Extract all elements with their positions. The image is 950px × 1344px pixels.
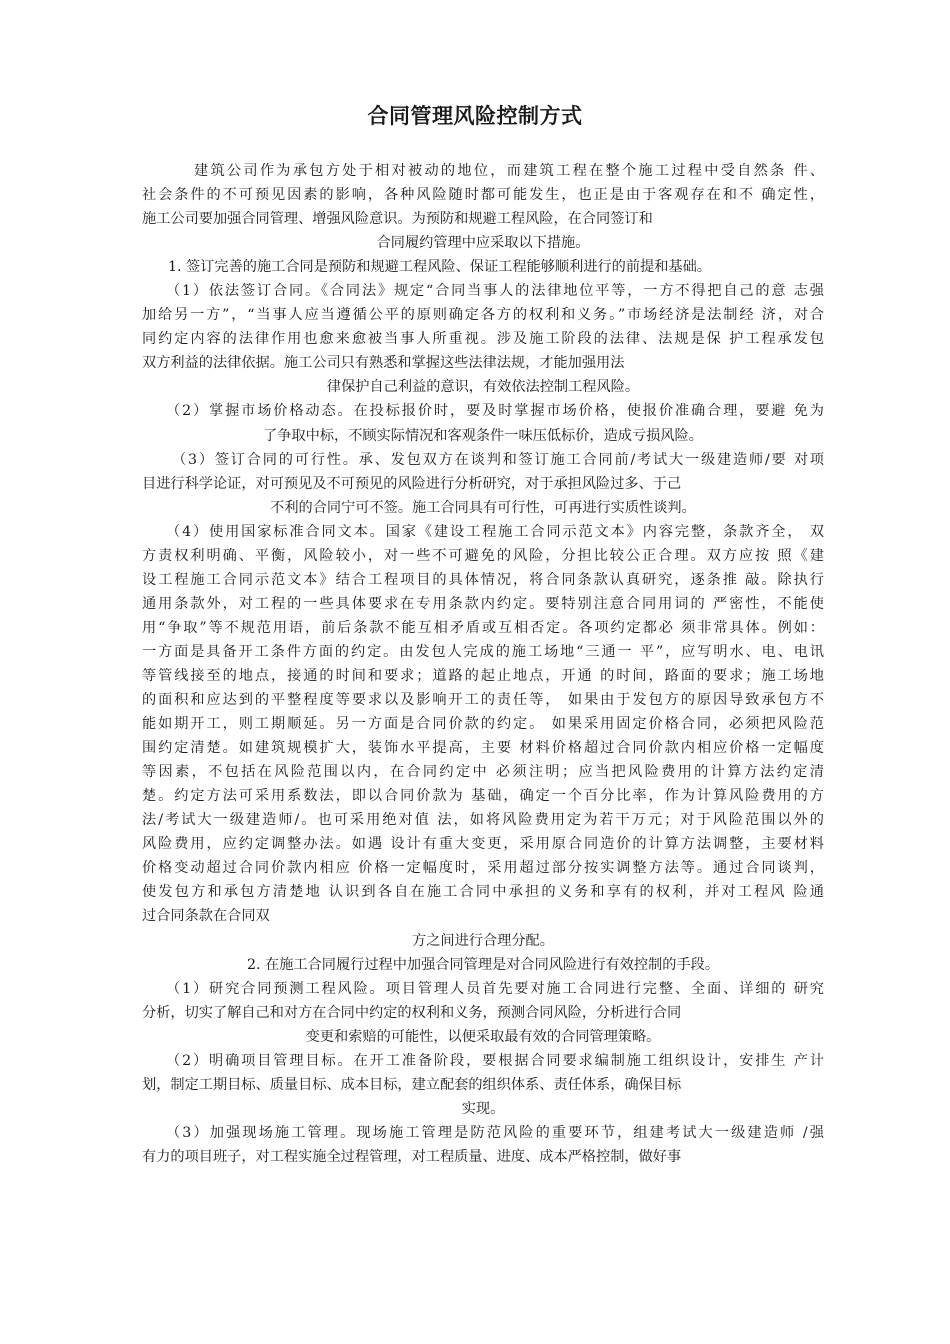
- text-line: 的面积和应达到的平整程度等要求以及影响开工的责任等， 如果由于发包方的原因导致承包方不: [142, 692, 824, 709]
- text-line: 实现。: [461, 1100, 505, 1117]
- text-line: （1）依法签订合同。《合同法》规定“合同当事人的法律地位平等，一方不得把自己的意 志强: [166, 283, 824, 300]
- text-line: 一方面是具备开工条件方面的约定。由发包人完成的施工场地“三通一 平”，应写明水、电、电讯: [142, 643, 824, 660]
- text-line: 价格变动超过合同价款内相应 价格一定幅度时，采用超过部分按实调整方法等。通过合同谈判，: [142, 860, 824, 877]
- text-line: 建筑公司作为承包方处于相对被动的地位，而建筑工程在整个施工过程中受自然条 件、: [194, 163, 824, 179]
- text-line: 使发包方和承包方清楚地 认识到各自在施工合同中承担的义务和享有的权利，并对工程风 险通: [142, 884, 824, 901]
- text-line: 双方利益的法律依据。施工公司只有熟悉和掌握这些法律法规，才能加强用法: [142, 355, 625, 372]
- text-line: 用“争取”等不规范用语，前后条款不能互相矛盾或互相否定。各项约定都必 须非常具体。例如：: [142, 619, 824, 636]
- text-line: 同约定内容的法律作用也愈来愈被当事人所重视。涉及施工阶段的法律、法规是保 护工程承发包: [142, 331, 824, 348]
- text-line: （2）明确项目管理目标。在开工准备阶段，要根据合同要求编制施工组织设计，安排生 产计: [166, 1052, 824, 1069]
- text-line: 通用条款外，对工程的一些具体要求在专用条款内约定。要特别注意合同用词的 严密性，不能使: [142, 595, 824, 612]
- text-line: （2）掌握市场价格动态。在投标报价时，要及时掌握市场价格，使报价准确合理，要避 免为: [166, 403, 824, 420]
- text-line: 分析，切实了解自己和对方在合同中约定的权利和义务，预测合同风险，分析进行合同: [142, 1004, 682, 1021]
- document-body: [142, 159, 824, 1169]
- text-line: 等因素，不包括在风险范围以内，在合同约定中 必须注明；应当把风险费用的计算方法约定清: [142, 764, 824, 781]
- text-line: 过合同条款在合同双: [142, 908, 270, 925]
- text-line: 能如期开工，则工期顺延。另一方面是合同价款的约定。 如果采用固定价格合同，必须把风险范: [142, 716, 824, 733]
- text-line: 了争取中标，不顾实际情况和客观条件一味压低标价，造成亏损风险。: [263, 427, 703, 444]
- text-line: 施工公司要加强合同管理、增强风险意识。为预防和规避工程风险，在合同签订和: [142, 211, 653, 228]
- text-line: 楚。约定方法可采用系数法，即以合同价款为 基础，确定一个百分比率，作为计算风险费用的方: [142, 788, 824, 805]
- text-line: （3）加强现场施工管理。现场施工管理是防范风险的重要环节，组建考试大一级建造师 /强: [166, 1124, 824, 1141]
- text-line: 等管线接至的地点，接通的时间和要求；道路的起止地点，开通 的时间，路面的要求；施工场地: [142, 667, 824, 684]
- text-line: 有力的项目班子，对工程实施全过程管理，对工程质量、进度、成本严格控制，做好事: [142, 1148, 682, 1165]
- text-line: 围约定清楚。如建筑规模扩大，装饰水平提高，主要 材料价格超过合同价款内相应价格一定幅度: [142, 740, 824, 757]
- text-line: 变更和索赔的可能性，以便采取最有效的合同管理策略。: [305, 1028, 661, 1045]
- text-line: 方责权利明确、平衡，风险较小，对一些不可避免的风险，分担比较公正合理。双方应按 照《建: [142, 547, 824, 564]
- text-line: 社会条件的不可预见因素的影响，各种风险随时都可能发生，也正是由于客观存在和不 确定性，: [142, 187, 824, 204]
- text-line: （3）签订合同的可行性。承、发包双方在谈判和签订施工合同前/考试大一级建造师/要 对项: [172, 451, 824, 468]
- text-line: 划，制定工期目标、质量目标、成本目标，建立配套的组织体系、责任体系，确保目标: [142, 1076, 682, 1093]
- text-line: 1. 签订完善的施工合同是预防和规避工程风险、保证工程能够顺利进行的前提和基础。: [168, 259, 711, 276]
- text-line: （1）研究合同预测工程风险。项目管理人员首先要对施工合同进行完整、全面、详细的 研究: [166, 980, 824, 997]
- text-line: 设工程施工合同示范文本》结合工程项目的具体情况，将合同条款认真研究，逐条推 敲。除执行: [142, 571, 824, 588]
- text-line: 法/考试大一级建造师/。也可采用绝对值 法，如将风险费用定为若干万元；对于风险范围以外的: [142, 812, 824, 829]
- text-line: 加给另一方”，“当事人应当遵循公平的原则确定各方的权利和义务。”市场经济是法制经 济，对合: [142, 307, 824, 324]
- text-line: 2. 在施工合同履行过程中加强合同管理是对合同风险进行有效控制的手段。: [246, 956, 720, 973]
- text-line: 律保护自己利益的意识，有效依法控制工程风险。: [326, 379, 640, 396]
- text-line: 不利的合同宁可不签。施工合同具有可行性，可再进行实质性谈判。: [270, 499, 696, 516]
- text-line: 方之间进行合理分配。: [412, 932, 554, 949]
- text-line: 目进行科学论证，对可预见及不可预见的风险进行分析研究，对于承担风险过多、于己: [142, 475, 682, 492]
- document-title: 合同管理风险控制方式: [367, 104, 583, 128]
- text-line: 风险费用，应约定调整办法。如遇 设计有重大变更，采用原合同造价的计算方法调整，主要材料: [142, 836, 824, 853]
- text-line: 合同履约管理中应采取以下措施。: [376, 235, 590, 252]
- text-line: （4）使用国家标准合同文本。国家《建设工程施工合同示范文本》内容完整，条款齐全， 双: [166, 523, 824, 540]
